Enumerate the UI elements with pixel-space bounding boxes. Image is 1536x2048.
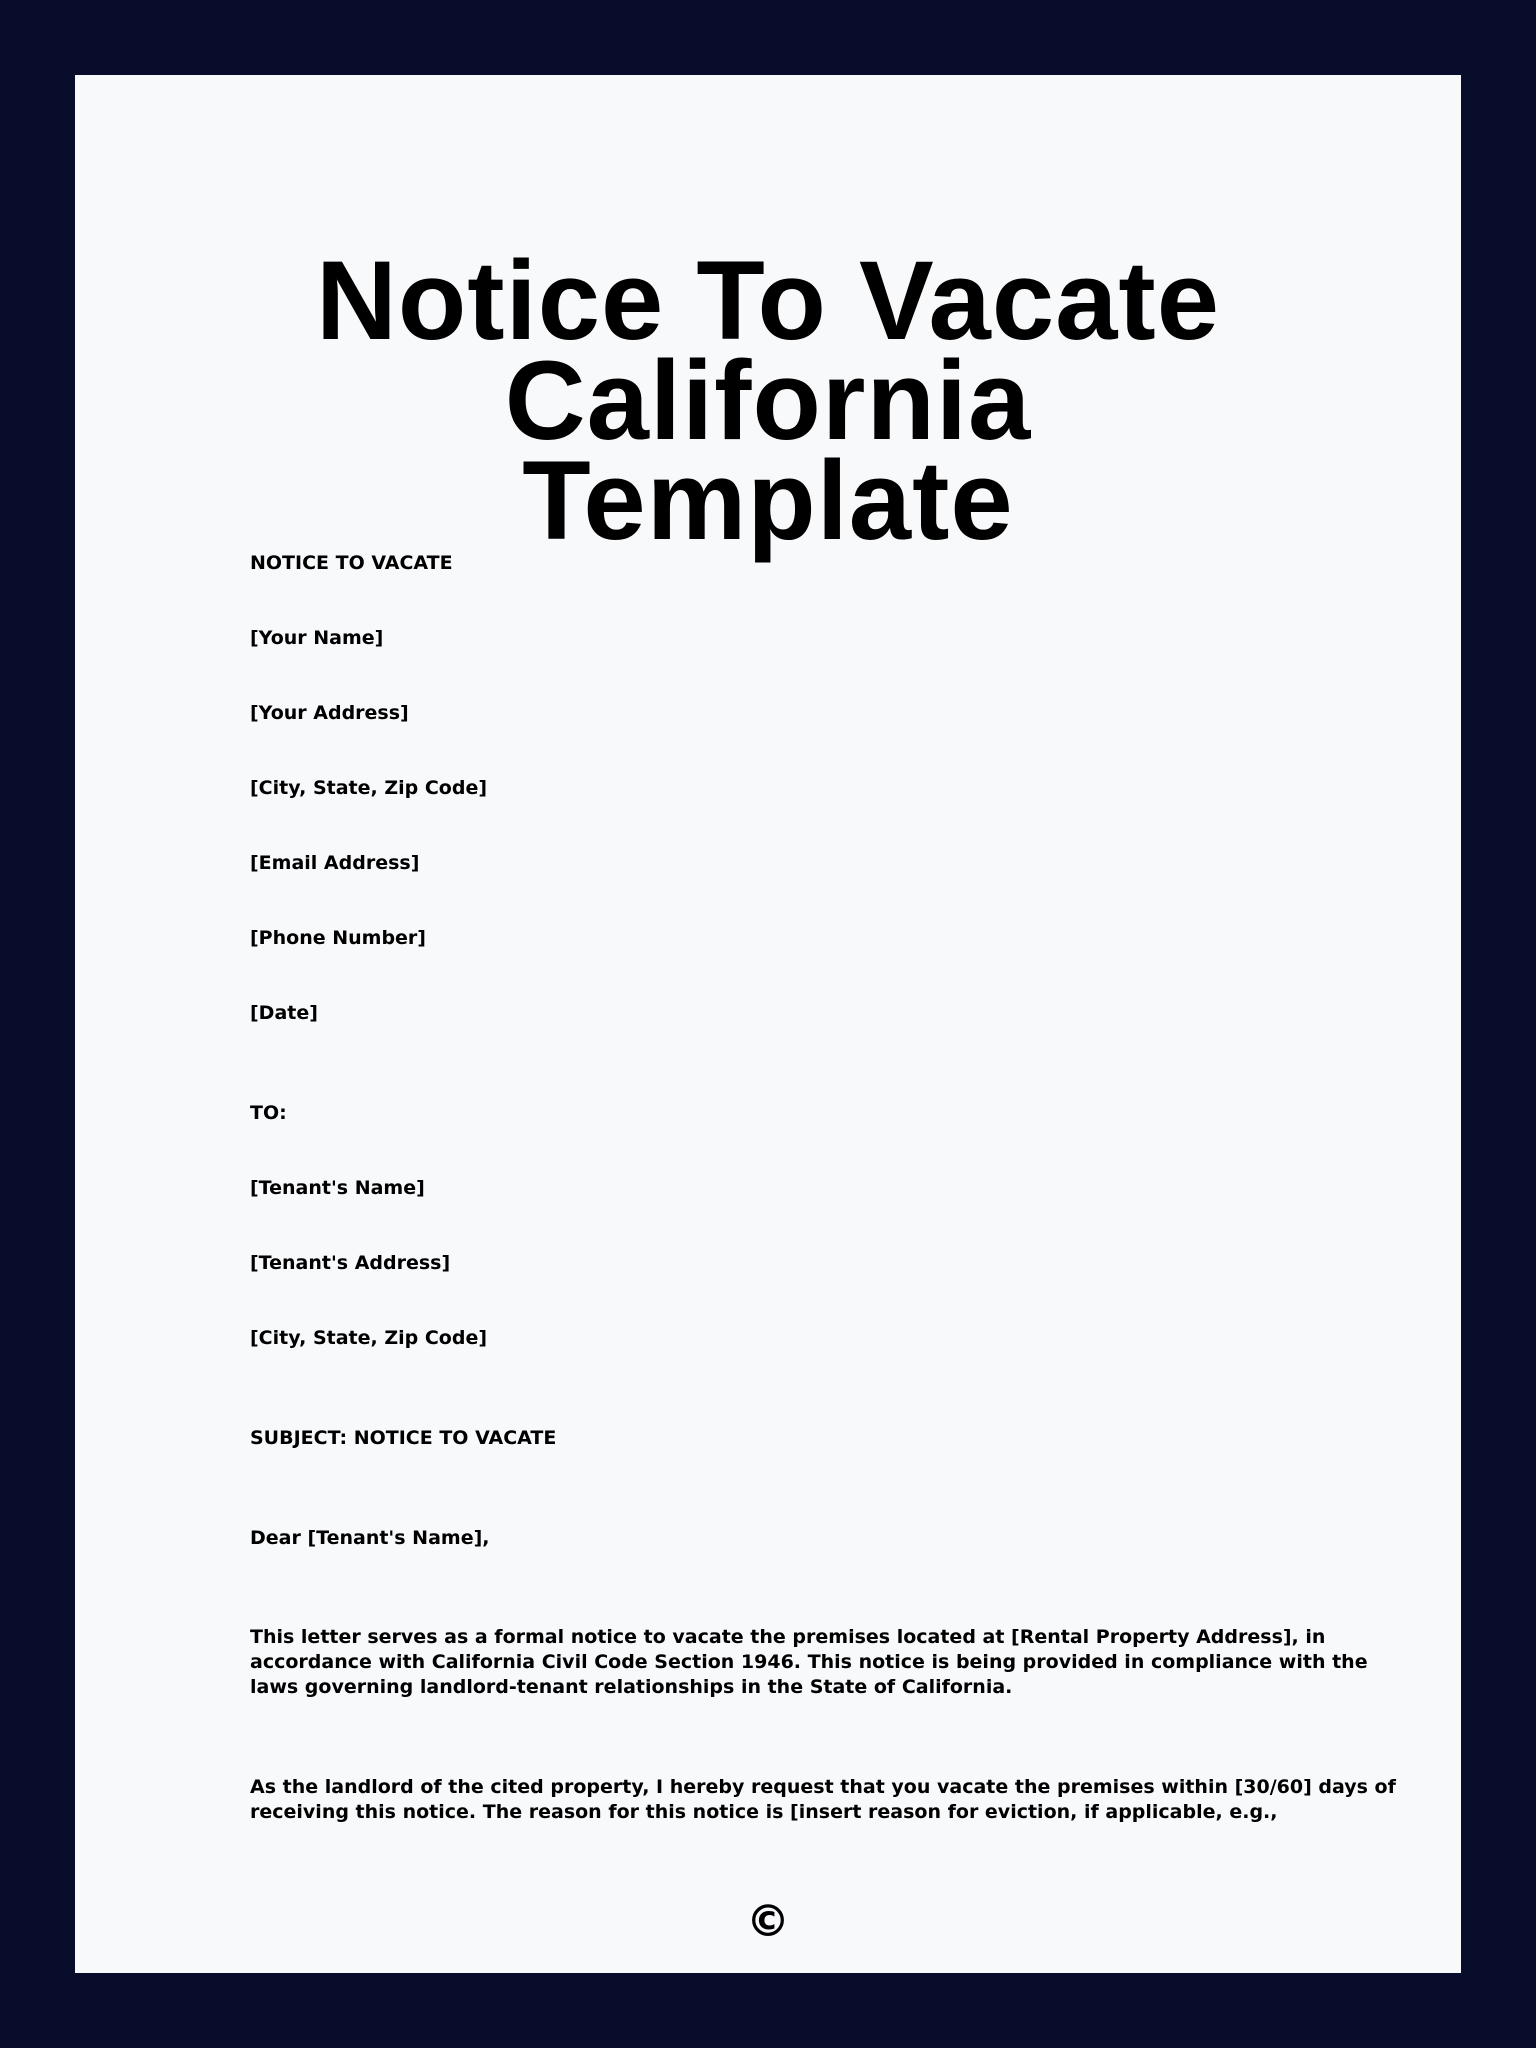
sender-phone: [Phone Number] [250,927,426,949]
sender-email: [Email Address] [250,852,420,874]
recipient-name: [Tenant's Name] [250,1177,425,1199]
recipient-to-label: TO: [250,1102,287,1124]
body-paragraph-1-line: accordance with California Civil Code Section 1946. This notice is being provided in compliance with the [250,1651,1368,1673]
body-paragraph-2 [250,1775,1396,1825]
sender-address: [Your Address] [250,702,409,724]
notice-heading: NOTICE TO VACATE [250,552,453,574]
sender-name: [Your Name] [250,627,384,649]
salutation: Dear [Tenant's Name], [250,1527,490,1549]
notice-date: [Date] [250,1002,318,1024]
body-paragraph-2-line: As the landlord of the cited property, I hereby request that you vacate the premises within [30/60] days of [250,1776,1396,1798]
sender-city: [City, State, Zip Code] [250,777,488,799]
copyright-icon: © [746,1896,790,1947]
recipient-city: [City, State, Zip Code] [250,1327,488,1349]
page-title-line-2: Template [522,438,1014,563]
body-paragraph-1-line: This letter serves as a formal notice to vacate the premises located at [Rental Property Address], in [250,1626,1326,1648]
subject-line: SUBJECT: NOTICE TO VACATE [250,1427,557,1449]
body-paragraph-1 [250,1625,1368,1700]
body-paragraph-2-line: receiving this notice. The reason for this notice is [insert reason for eviction, if applicable, e.g., [250,1801,1278,1823]
page-title [75,238,1461,563]
page-title-line-1: Notice To Vacate California [315,238,1220,463]
body-paragraph-1-line: laws governing landlord-tenant relationships in the State of California. [250,1676,1013,1698]
document-page [75,75,1461,1973]
recipient-address: [Tenant's Address] [250,1252,451,1274]
